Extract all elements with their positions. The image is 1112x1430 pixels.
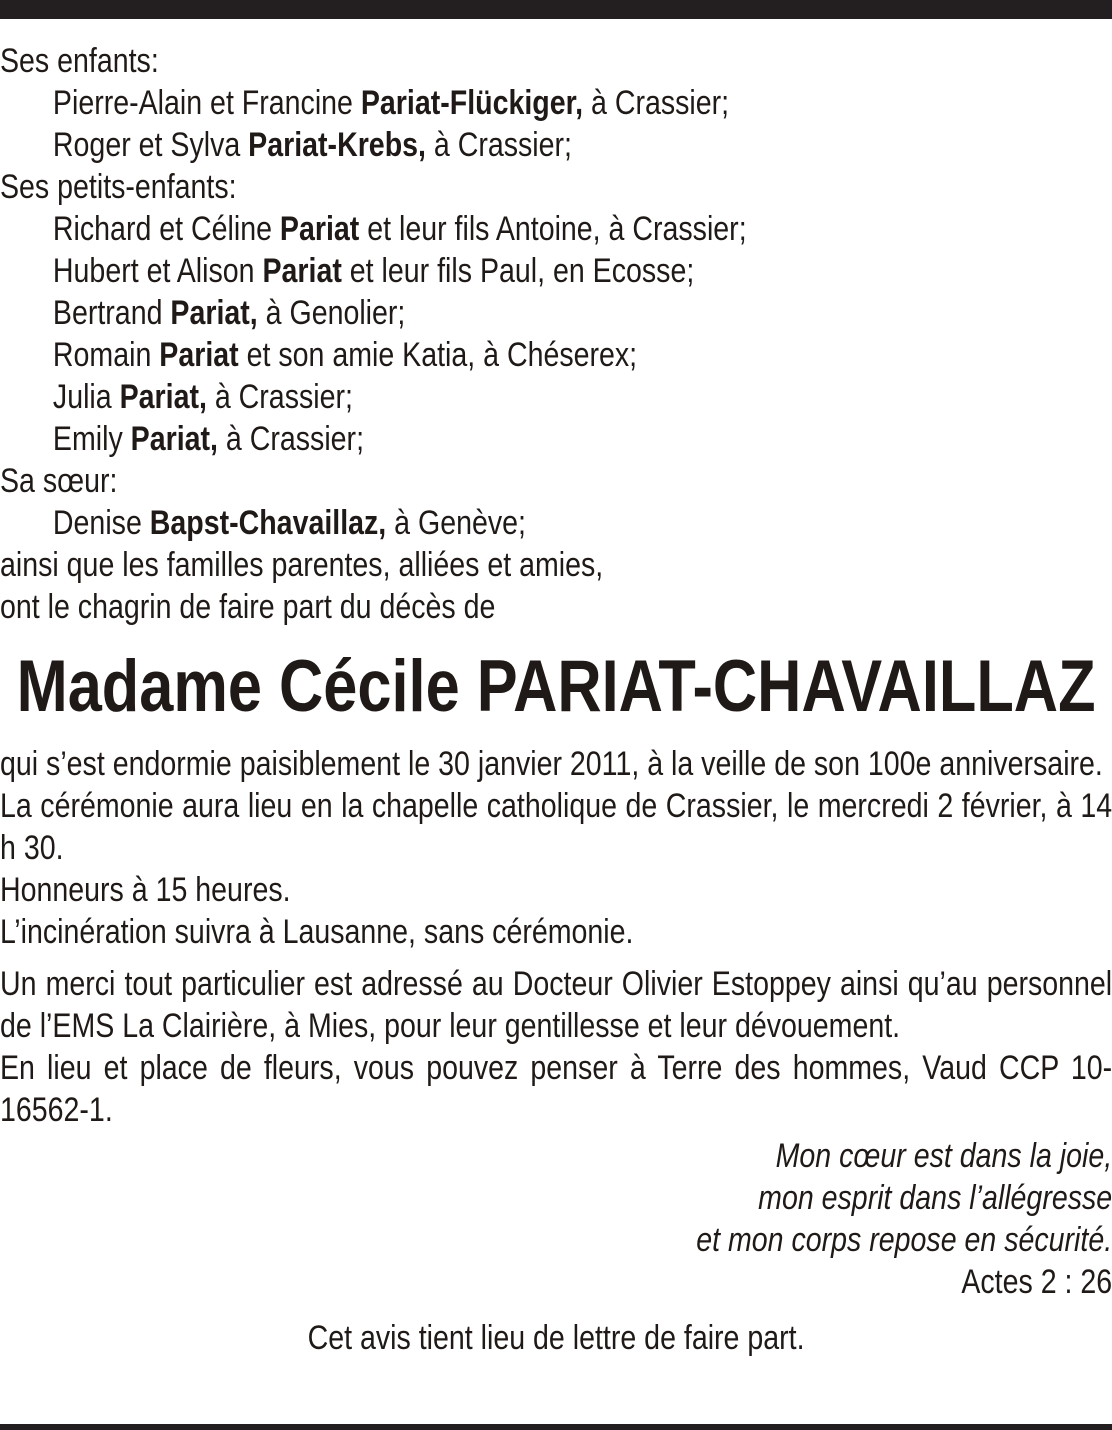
family-name: Pariat xyxy=(279,210,360,248)
verse-line: et mon corps repose en sécurité. xyxy=(696,1221,1112,1259)
grandchild-entry: Julia Pariat, à Crassier; xyxy=(52,378,353,416)
families-line: ainsi que les familles parentes, alliées et amies, xyxy=(0,546,604,584)
top-border-rule xyxy=(0,0,1112,19)
deceased-name: Madame Cécile PARIAT-CHAVAILLAZ xyxy=(16,646,1096,727)
grandchild-entry: Emily Pariat, à Crassier; xyxy=(52,420,365,458)
bible-verse xyxy=(0,1135,1112,1261)
ceremony-text: La cérémonie aura lieu en la chapelle catholique de Crassier, le mercredi 2 février, à 14 h 30. xyxy=(0,787,1112,867)
child-entry: Pierre-Alain et Francine Pariat-Flückiger, à Crassier; xyxy=(52,84,730,122)
cremation-text: L’incinération suivra à Lausanne, sans cérémonie. xyxy=(0,913,634,951)
donation-text: En lieu et place de fleurs, vous pouvez penser à Terre des hommes, Vaud CCP 10-16562-1. xyxy=(0,1049,1112,1129)
bottom-border-rule xyxy=(0,1424,1112,1430)
family-name: Pariat xyxy=(159,336,239,374)
honours-text: Honneurs à 15 heures. xyxy=(0,871,291,909)
family-name: Pariat-Krebs, xyxy=(248,126,426,164)
family-name: Pariat-Flückiger, xyxy=(360,84,584,122)
verse-line: mon esprit dans l’allégresse xyxy=(758,1179,1112,1217)
passing-text: qui s’est endormie paisiblement le 30 janvier 2011, à la veille de son 100e anniversaire. xyxy=(0,745,1103,783)
grandchild-entry: Bertrand Pariat, à Genolier; xyxy=(52,294,406,332)
footer-note: Cet avis tient lieu de lettre de faire part. xyxy=(307,1319,805,1357)
family-name: Pariat xyxy=(262,252,342,290)
children-heading: Ses enfants: xyxy=(0,42,159,80)
child-entry: Roger et Sylva Pariat-Krebs, à Crassier; xyxy=(52,126,572,164)
grandchild-entry: Hubert et Alison Pariat et leur fils Paul, en Ecosse; xyxy=(52,252,695,290)
family-name: Pariat, xyxy=(170,294,258,332)
verse-reference: Actes 2 : 26 xyxy=(961,1263,1112,1301)
obituary-notice xyxy=(0,40,1112,1359)
family-name: Bapst-Chavaillaz, xyxy=(149,504,387,542)
grandchild-entry: Richard et Céline Pariat et leur fils Antoine, à Crassier; xyxy=(52,210,747,248)
verse-line: Mon cœur est dans la joie, xyxy=(775,1137,1112,1175)
announce-line: ont le chagrin de faire part du décès de xyxy=(0,588,496,626)
family-name: Pariat, xyxy=(130,420,218,458)
grandchild-entry: Romain Pariat et son amie Katia, à Chéserex; xyxy=(52,336,638,374)
grandchildren-heading: Ses petits-enfants: xyxy=(0,168,237,206)
thanks-text: Un merci tout particulier est adressé au Docteur Olivier Estoppey ainsi qu’au personnel de l’EMS La Clairière, à Mies, pour leur gentillesse et leur dévouement. xyxy=(0,965,1112,1045)
sister-entry: Denise Bapst-Chavaillaz, à Genève; xyxy=(52,504,526,542)
sister-heading: Sa sœur: xyxy=(0,462,118,500)
family-name: Pariat, xyxy=(119,378,207,416)
